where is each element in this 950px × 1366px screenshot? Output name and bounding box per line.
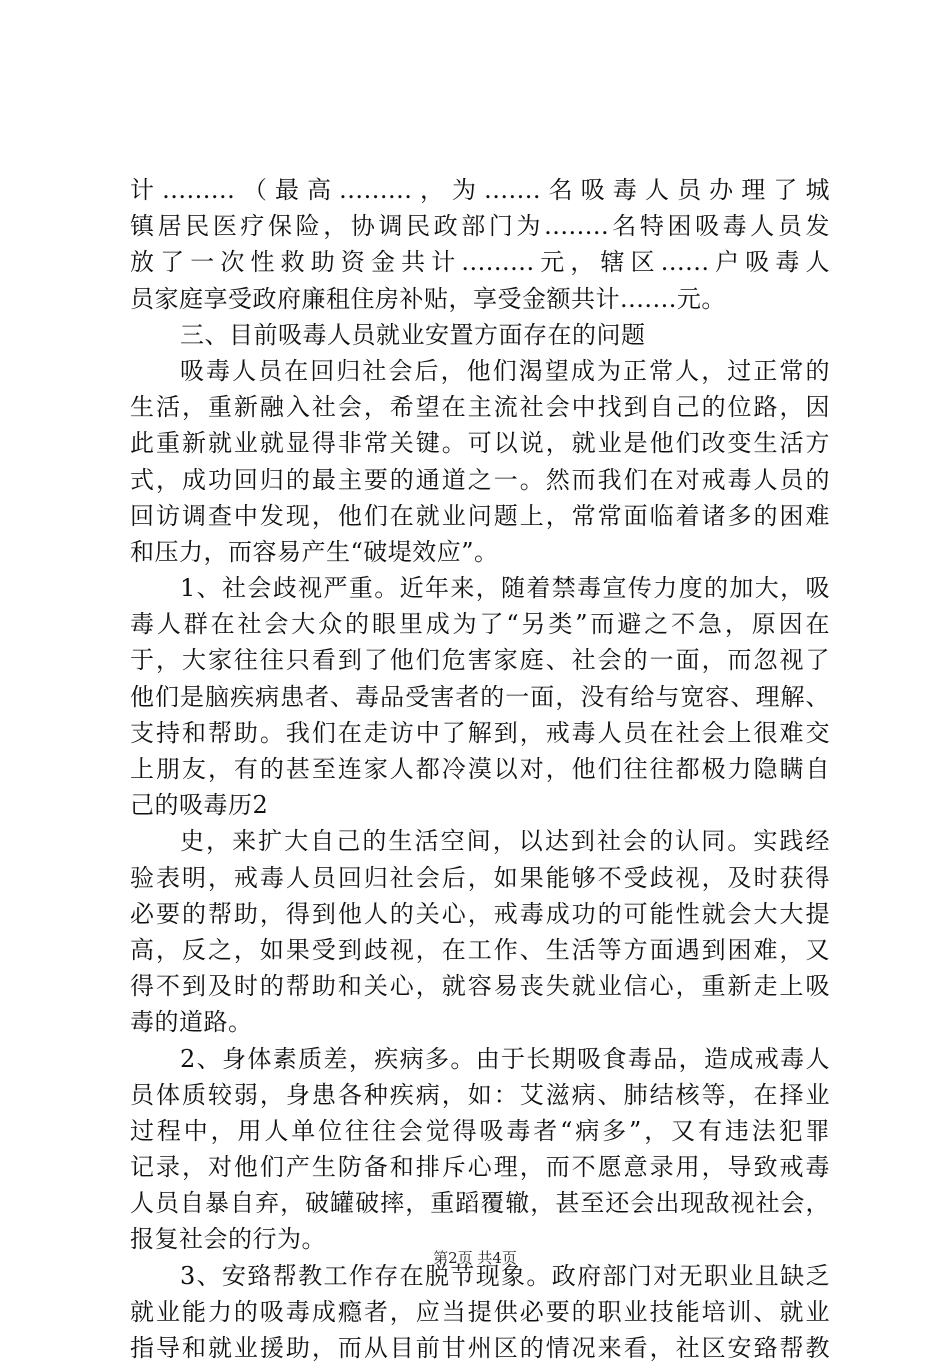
body-text bbox=[130, 172, 830, 1366]
text-line: 人员自暴自弃，破罐破摔，重蹈覆辙，甚至还会出现敌视社会， bbox=[130, 1189, 830, 1218]
text-line: 于，大家往往只看到了他们危害家庭、社会的一面，而忽视了 bbox=[130, 646, 830, 675]
text-line: 指导和就业援助，而从目前甘州区的情况来看，社区安臵帮教 bbox=[130, 1334, 830, 1362]
paragraph-first-line: 3、安臵帮教工作存在脱节现象。政府部门对无职业且缺乏 bbox=[180, 1261, 830, 1290]
text-line: 他们是脑疾病患者、毒品受害者的一面，没有给与宽容、理解、 bbox=[130, 682, 830, 711]
text-line: 毒人群在社会大众的眼里成为了“另类”而避之不急，原因在 bbox=[130, 610, 830, 639]
paragraph-first-line: 吸毒人员在回归社会后，他们渴望成为正常人，过正常的 bbox=[180, 356, 830, 385]
text-line: 报复社会的行为。 bbox=[130, 1225, 326, 1254]
text-line: 此重新就业就显得非常关键。可以说，就业是他们改变生活方 bbox=[130, 429, 830, 458]
paragraph-first-line: 史，来扩大自己的生活空间，以达到社会的认同。实践经 bbox=[180, 827, 830, 856]
text-line: 毒的道路。 bbox=[130, 1008, 253, 1037]
text-line: 式，成功回归的最主要的通道之一。然而我们在对戒毒人员的 bbox=[130, 465, 830, 494]
text-line: 高，反之，如果受到歧视，在工作、生活等方面遇到困难，又 bbox=[130, 935, 830, 964]
text-line: 上朋友，有的甚至连家人都冷漠以对，他们往往都极力隐瞒自 bbox=[130, 755, 830, 783]
text-line: 验表明，戒毒人员回归社会后，如果能够不受歧视，及时获得 bbox=[130, 863, 830, 892]
text-line: 镇居民医疗保险，协调民政部门为........名特困吸毒人员发 bbox=[130, 212, 830, 241]
paragraph-first-line: 2、身体素质差，疾病多。由于长期吸食毒品，造成戒毒人 bbox=[180, 1044, 830, 1073]
text-line: 员家庭享受政府廉租住房补贴，享受金额共计.......元。 bbox=[130, 284, 726, 313]
text-line: 得不到及时的帮助和关心，就容易丧失就业信心，重新走上吸 bbox=[130, 972, 830, 1001]
text-line: 记录，对他们产生防备和排斥心理，而不愿意录用，导致戒毒 bbox=[130, 1153, 830, 1182]
text-line: 必要的帮助，得到他人的关心，戒毒成功的可能性就会大大提 bbox=[130, 899, 830, 928]
text-line: 己的吸毒历2 bbox=[130, 791, 269, 820]
text-line: 员体质较弱，身患各种疾病，如：艾滋病、肺结核等，在择业 bbox=[130, 1080, 830, 1109]
text-line: 就业能力的吸毒成瘾者，应当提供必要的职业技能培训、就业 bbox=[130, 1297, 830, 1326]
text-line: 放了一次性救助资金共计.........元，辖区......户吸毒人 bbox=[130, 248, 830, 277]
section-heading: 三、目前吸毒人员就业安置方面存在的问题 bbox=[180, 320, 646, 349]
text-line: 过程中，用人单位往往会觉得吸毒者“病多”，又有违法犯罪 bbox=[130, 1116, 830, 1145]
page-footer: 第2页 共4页 bbox=[433, 1249, 517, 1267]
text-line: 和压力，而容易产生“破堤效应”。 bbox=[130, 537, 499, 566]
text-line: 生活，重新融入社会，希望在主流社会中找到自己的位路，因 bbox=[130, 393, 830, 422]
paragraph-first-line: 1、社会歧视严重。近年来，随着禁毒宣传力度的加大，吸 bbox=[180, 574, 830, 603]
text-line: 支持和帮助。我们在走访中了解到，戒毒人员在社会上很难交 bbox=[130, 718, 830, 747]
text-line: 回访调查中发现，他们在就业问题上，常常面临着诸多的困难 bbox=[130, 501, 830, 530]
text-line: 计.........（最高.........，为.......名吸毒人员办理了城 bbox=[130, 176, 830, 204]
